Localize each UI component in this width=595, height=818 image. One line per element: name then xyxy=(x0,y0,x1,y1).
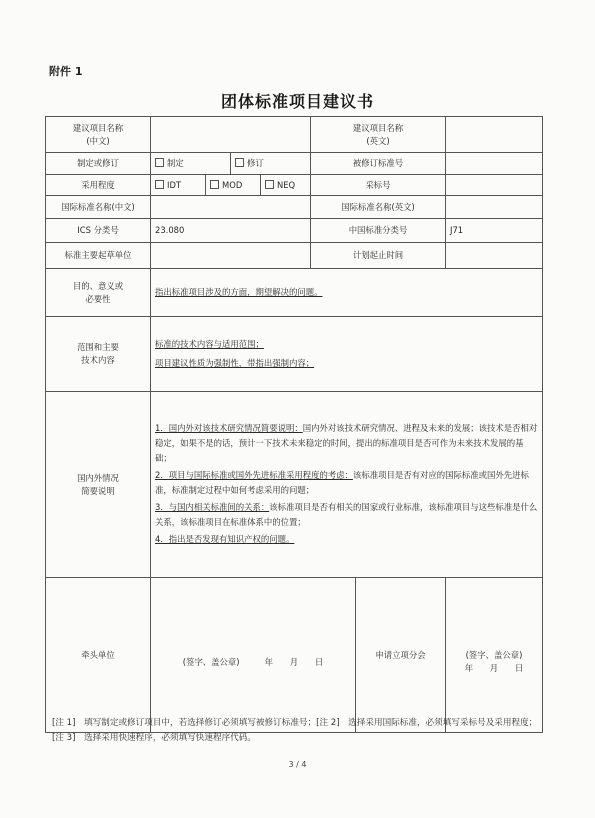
row-purpose xyxy=(46,269,543,317)
purpose-text: 指出标准项目涉及的方面，期望解决的问题。 xyxy=(155,287,323,297)
status-paragraph-1 xyxy=(155,421,538,466)
neq-checkbox[interactable] xyxy=(265,180,274,189)
neq-option-label: NEQ xyxy=(277,179,296,190)
option-mod[interactable] xyxy=(206,175,261,196)
draft-or-revise-label: 制定或修订 xyxy=(46,153,151,175)
adopt-no-label: 采标号 xyxy=(311,175,446,196)
scope-line-1: 标准的技术内容与适用范围； xyxy=(155,339,264,349)
status-field[interactable] xyxy=(151,392,543,578)
scope-label: 范围和主要 技术内容 xyxy=(46,317,151,392)
option-neq[interactable] xyxy=(261,175,311,196)
ccs-label: 中国标准分类号 xyxy=(311,219,446,243)
mod-checkbox[interactable] xyxy=(210,180,219,189)
footnote: [注 1] 填写制定或修订项目中，若选择修订必须填写被修订标准号；[注 2] 选择采用国际标准，必须填写采标号及采用程度；[注 3] 选择采用快速程序，必须填写快速程序代码。 xyxy=(52,718,538,743)
status-p1-heading: 1．国内外对该技术研究情况简要说明： xyxy=(155,422,303,433)
intl-std-en-label: 国际标准名称(英文) xyxy=(311,196,446,219)
status-label: 国内外情况 简要说明 xyxy=(46,392,151,578)
row-scope xyxy=(46,317,543,392)
attachment-label: 附件 1 xyxy=(49,65,83,78)
revise-option-label: 修订 xyxy=(247,158,264,168)
row-classification xyxy=(46,219,543,243)
idt-option-label: IDT xyxy=(167,179,182,190)
adopt-no-field[interactable] xyxy=(446,175,543,196)
intl-std-cn-field[interactable] xyxy=(151,196,311,219)
option-idt[interactable] xyxy=(151,175,206,196)
revised-std-no-field[interactable] xyxy=(446,153,543,175)
status-p3-body: 该标准项目是否有相关的国家或行业标准，该标准项目与这些标准是什么关系，该标准项目在标准体系中的位置； xyxy=(155,501,538,527)
row-adoption xyxy=(46,175,543,196)
purpose-label: 目的、意义或 必要性 xyxy=(46,269,151,317)
name-cn-label: 建议项目名称 (中文) xyxy=(46,117,151,153)
status-p4-heading: 4．指出是否发现有知识产权的问题。 xyxy=(155,533,295,544)
row-drafter-schedule xyxy=(46,243,543,269)
schedule-label: 计划起止时间 xyxy=(311,243,446,269)
status-p1-body: 国内外对该技术研究情况、进程及未来的发展；该技术是否相对稳定，如果不是的话，预计一下技术未来稳定的时间，提出的标准项目是否可作为未来技术发展的基础； xyxy=(155,422,538,463)
status-p2-body: 该标准项目是否有对应的国际标准或国外先进标准，标准制定过程中如何考虑采用的问题； xyxy=(155,469,529,495)
proposal-form-table xyxy=(45,116,543,733)
row-draft-or-revise xyxy=(46,153,543,175)
draft-checkbox[interactable] xyxy=(155,158,164,167)
status-paragraph-3 xyxy=(155,500,538,530)
schedule-field[interactable] xyxy=(446,243,543,269)
row-status xyxy=(46,392,543,578)
draft-option-label: 制定 xyxy=(167,158,184,168)
scope-field[interactable] xyxy=(151,317,543,392)
status-paragraph-4 xyxy=(155,532,538,547)
revised-std-no-label: 被修订标准号 xyxy=(311,153,446,175)
status-paragraph-2 xyxy=(155,468,538,498)
option-revise[interactable] xyxy=(231,153,311,175)
intl-std-cn-label: 国际标准名称(中文) xyxy=(46,196,151,219)
purpose-field[interactable] xyxy=(151,269,543,317)
row-intl-standard xyxy=(46,196,543,219)
lead-unit-label: 牵头单位 xyxy=(46,578,151,733)
page-title: 团体标准项目建议书 xyxy=(220,92,374,111)
name-en-field[interactable] xyxy=(446,117,543,153)
page-number: 3 / 4 xyxy=(288,760,307,769)
branch-signature[interactable] xyxy=(446,578,543,733)
adoption-label: 采用程度 xyxy=(46,175,151,196)
drafter-label: 标准主要起草单位 xyxy=(46,243,151,269)
drafter-field[interactable] xyxy=(151,243,311,269)
lead-unit-signature[interactable] xyxy=(151,578,356,733)
name-en-label: 建议项目名称 (英文) xyxy=(311,117,446,153)
ics-label: ICS 分类号 xyxy=(46,219,151,243)
idt-checkbox[interactable] xyxy=(155,180,164,189)
branch-label: 申请立项分会 xyxy=(356,578,446,733)
lead-sign-date: (签字、盖公章) 年 月 日 xyxy=(182,656,324,667)
status-p3-heading: 3．与国内相关标准间的关系： xyxy=(155,501,270,512)
option-draft[interactable] xyxy=(151,153,231,175)
branch-sign: (签字、盖公章) xyxy=(465,650,523,660)
ccs-field[interactable]: J71 xyxy=(446,219,543,243)
status-p2-heading: 2．项目与国际标准或国外先进标准采用程度的考虑： xyxy=(155,469,353,480)
name-cn-field[interactable] xyxy=(151,117,311,153)
row-project-name xyxy=(46,117,543,153)
row-signatures xyxy=(46,578,543,733)
revise-checkbox[interactable] xyxy=(235,158,244,167)
mod-option-label: MOD xyxy=(222,179,243,190)
branch-date: 年 月 日 xyxy=(464,663,524,673)
scope-line-2: 项目建议性质为强制性，带指出强制内容； xyxy=(155,358,315,368)
intl-std-en-field[interactable] xyxy=(446,196,543,219)
ics-field[interactable]: 23.080 xyxy=(151,219,311,243)
